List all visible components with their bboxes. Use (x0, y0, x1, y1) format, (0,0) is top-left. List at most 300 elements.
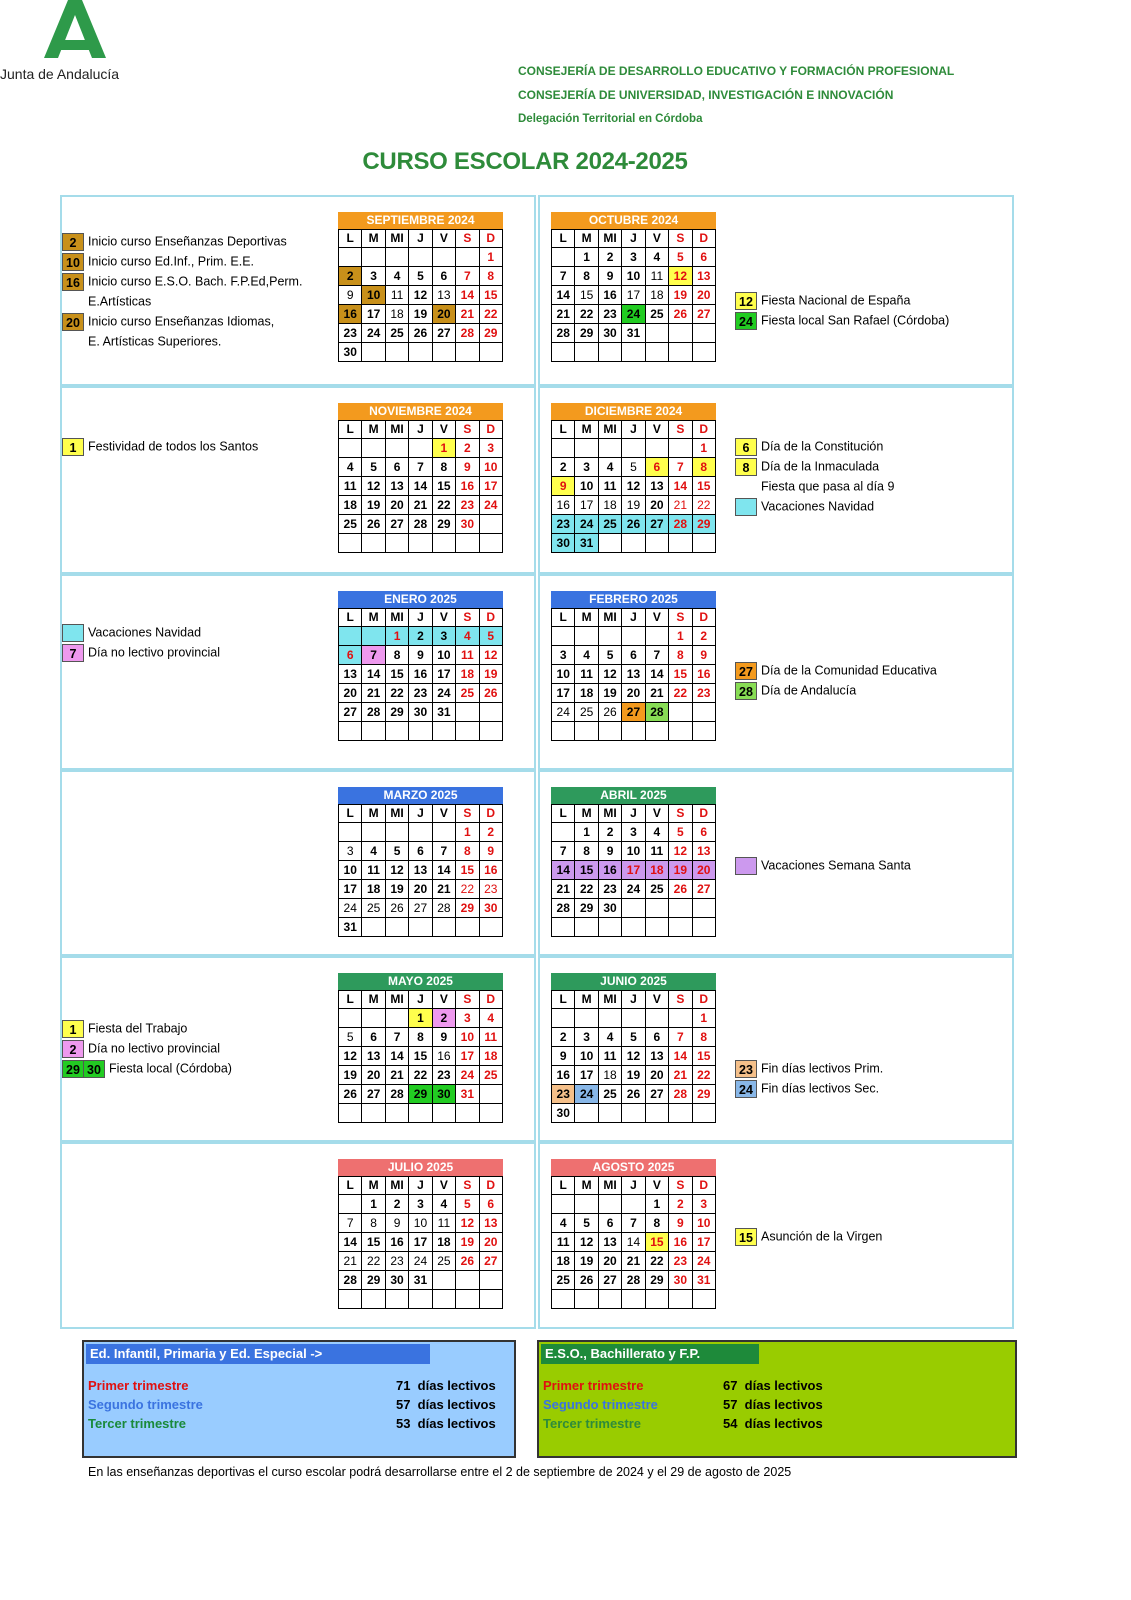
day-cell: 16 (456, 477, 479, 496)
day-cell: 14 (645, 665, 668, 684)
weekday-header: D (692, 609, 715, 627)
day-cell: 31 (339, 918, 362, 937)
empty-cell (362, 534, 385, 553)
day-cell: 30 (432, 1085, 455, 1104)
trimester-row (543, 1397, 823, 1412)
day-cell: 9 (479, 842, 502, 861)
day-cell: 7 (645, 646, 668, 665)
day-cell: 31 (456, 1085, 479, 1104)
day-cell: 4 (645, 823, 668, 842)
trimester-row (543, 1416, 823, 1431)
page-title: CURSO ESCOLAR 2024-2025 (362, 148, 688, 175)
weekday-header: MI (385, 421, 408, 439)
summary-primary-box (82, 1340, 516, 1458)
day-cell: 25 (645, 880, 668, 899)
empty-cell (456, 1290, 479, 1309)
day-cell: 16 (552, 496, 575, 515)
junta-logo-icon (40, 0, 110, 62)
day-cell: 10 (575, 477, 598, 496)
weekday-header: J (409, 609, 432, 627)
empty-cell (598, 627, 621, 646)
weekday-header: M (575, 609, 598, 627)
day-cell: 4 (339, 458, 362, 477)
month-calendar (338, 973, 503, 1123)
empty-cell (362, 722, 385, 741)
day-cell: 5 (385, 842, 408, 861)
day-cell: 23 (456, 496, 479, 515)
day-cell: 13 (598, 1233, 621, 1252)
empty-cell (575, 1104, 598, 1123)
month-grid (338, 608, 503, 741)
day-cell: 13 (362, 1047, 385, 1066)
legend-item (62, 1038, 220, 1058)
legend-text: Fiesta local (Córdoba) (109, 1061, 232, 1076)
legend-text: Día no lectivo provincial (88, 1041, 221, 1056)
weekday-header: MI (598, 421, 621, 439)
empty-cell (432, 534, 455, 553)
day-cell: 30 (598, 324, 621, 343)
day-cell: 21 (622, 1252, 645, 1271)
day-cell: 17 (456, 1047, 479, 1066)
empty-cell (622, 918, 645, 937)
day-cell: 18 (575, 684, 598, 703)
day-cell: 1 (692, 1009, 715, 1028)
day-cell: 7 (456, 267, 479, 286)
weekday-header: L (339, 609, 362, 627)
logo-text: Junta de Andalucía (0, 66, 120, 82)
day-cell: 24 (575, 1085, 598, 1104)
empty-cell (339, 439, 362, 458)
month-title: MARZO 2025 (338, 787, 503, 804)
day-cell: 2 (552, 458, 575, 477)
day-cell: 12 (479, 646, 502, 665)
empty-cell (552, 343, 575, 362)
day-cell: 27 (598, 1271, 621, 1290)
legend-swatch: 1 (62, 1020, 84, 1038)
day-cell: 19 (669, 286, 692, 305)
day-cell: 17 (575, 1066, 598, 1085)
legend-text: Fin días lectivos Sec. (761, 1081, 880, 1096)
weekday-header: S (669, 805, 692, 823)
empty-cell (456, 248, 479, 267)
weekday-header: D (479, 805, 502, 823)
day-cell: 30 (552, 1104, 575, 1123)
day-cell: 23 (385, 1252, 408, 1271)
day-cell: 31 (622, 324, 645, 343)
legend-swatch (735, 498, 757, 516)
weekday-header: S (456, 230, 479, 248)
empty-cell (385, 343, 408, 362)
legend-item (735, 1078, 879, 1098)
day-cell: 16 (409, 665, 432, 684)
day-cell: 7 (669, 458, 692, 477)
legend-swatch: 30 (83, 1060, 105, 1078)
weekday-header: J (409, 1177, 432, 1195)
day-cell: 23 (432, 1066, 455, 1085)
month-calendar (338, 212, 503, 362)
weekday-header: D (692, 991, 715, 1009)
weekday-header: MI (598, 805, 621, 823)
day-cell: 29 (409, 1085, 432, 1104)
empty-cell (552, 627, 575, 646)
day-cell: 20 (622, 684, 645, 703)
weekday-header: MI (385, 991, 408, 1009)
day-cell: 25 (552, 1271, 575, 1290)
empty-cell (622, 1104, 645, 1123)
day-cell: 4 (575, 646, 598, 665)
day-cell: 21 (409, 496, 432, 515)
empty-cell (692, 343, 715, 362)
empty-cell (385, 918, 408, 937)
empty-cell (456, 1271, 479, 1290)
day-cell: 22 (645, 1252, 668, 1271)
day-cell: 21 (669, 496, 692, 515)
empty-cell (575, 1290, 598, 1309)
day-cell: 16 (552, 1066, 575, 1085)
day-cell: 23 (692, 684, 715, 703)
day-cell: 26 (456, 1252, 479, 1271)
day-cell: 24 (409, 1252, 432, 1271)
day-cell: 26 (409, 324, 432, 343)
day-cell: 14 (622, 1233, 645, 1252)
empty-cell (339, 248, 362, 267)
day-cell: 16 (692, 665, 715, 684)
header-line-3: Delegación Territorial en Córdoba (518, 113, 703, 125)
legend-item (62, 251, 254, 271)
empty-cell (622, 439, 645, 458)
day-cell: 27 (385, 515, 408, 534)
day-cell: 23 (552, 1085, 575, 1104)
day-cell: 8 (575, 842, 598, 861)
day-cell: 15 (692, 477, 715, 496)
empty-cell (575, 343, 598, 362)
day-cell: 3 (339, 842, 362, 861)
weekday-header: S (669, 609, 692, 627)
weekday-header: D (479, 1177, 502, 1195)
month-title: ENERO 2025 (338, 591, 503, 608)
empty-cell (598, 1195, 621, 1214)
day-cell: 21 (552, 305, 575, 324)
day-cell: 13 (645, 477, 668, 496)
day-cell: 12 (575, 1233, 598, 1252)
day-cell: 29 (479, 324, 502, 343)
month-calendar (551, 973, 716, 1123)
day-cell: 18 (552, 1252, 575, 1271)
empty-cell (409, 722, 432, 741)
weekday-header: S (669, 1177, 692, 1195)
month-grid (338, 229, 503, 362)
empty-cell (645, 899, 668, 918)
day-cell: 5 (669, 248, 692, 267)
weekday-header: J (622, 421, 645, 439)
day-cell: 16 (385, 1233, 408, 1252)
day-cell: 2 (552, 1028, 575, 1047)
day-cell: 22 (456, 880, 479, 899)
month-title: JUNIO 2025 (551, 973, 716, 990)
weekday-header: J (409, 991, 432, 1009)
weekday-header: V (645, 1177, 668, 1195)
day-cell: 11 (575, 665, 598, 684)
legend-text: Vacaciones Navidad (761, 499, 875, 514)
empty-cell (598, 1290, 621, 1309)
day-cell: 3 (575, 1028, 598, 1047)
weekday-header: D (479, 609, 502, 627)
weekday-header: V (432, 609, 455, 627)
day-cell: 19 (362, 496, 385, 515)
day-cell: 6 (432, 267, 455, 286)
day-cell: 21 (339, 1252, 362, 1271)
empty-cell (432, 722, 455, 741)
day-cell: 31 (409, 1271, 432, 1290)
weekday-header: S (456, 1177, 479, 1195)
day-cell: 4 (432, 1195, 455, 1214)
legend-text: Fin días lectivos Prim. (761, 1061, 884, 1076)
day-cell: 13 (339, 665, 362, 684)
day-cell: 8 (575, 267, 598, 286)
day-cell: 28 (622, 1271, 645, 1290)
weekday-header: L (339, 991, 362, 1009)
legend-item (62, 1058, 232, 1078)
day-cell: 25 (456, 684, 479, 703)
weekday-header: V (645, 421, 668, 439)
day-cell: 20 (645, 1066, 668, 1085)
day-cell: 16 (479, 861, 502, 880)
empty-cell (362, 1009, 385, 1028)
trimester-label: Tercer trimestre (88, 1416, 187, 1431)
day-cell: 2 (669, 1195, 692, 1214)
weekday-header: V (432, 991, 455, 1009)
day-cell: 7 (432, 842, 455, 861)
day-cell: 26 (575, 1271, 598, 1290)
empty-cell (409, 823, 432, 842)
day-cell: 25 (645, 305, 668, 324)
empty-cell (385, 1104, 408, 1123)
day-cell: 27 (692, 305, 715, 324)
day-cell: 23 (339, 324, 362, 343)
empty-cell (339, 1009, 362, 1028)
day-cell: 17 (552, 684, 575, 703)
weekday-header: V (432, 421, 455, 439)
day-cell: 24 (575, 515, 598, 534)
day-cell: 5 (598, 646, 621, 665)
empty-cell (622, 534, 645, 553)
day-cell: 27 (432, 324, 455, 343)
day-cell: 10 (339, 861, 362, 880)
day-cell: 25 (339, 515, 362, 534)
day-cell: 19 (622, 496, 645, 515)
empty-cell (339, 823, 362, 842)
month-grid (338, 420, 503, 553)
day-cell: 6 (479, 1195, 502, 1214)
day-cell: 9 (598, 267, 621, 286)
trimester-days: 57 días lectivos (396, 1397, 496, 1412)
weekday-header: L (552, 230, 575, 248)
weekday-header: S (669, 421, 692, 439)
day-cell: 3 (692, 1195, 715, 1214)
day-cell: 6 (692, 823, 715, 842)
day-cell: 1 (409, 1009, 432, 1028)
trimester-days: 54 días lectivos (723, 1416, 823, 1431)
day-cell: 19 (622, 1066, 645, 1085)
day-cell: 26 (622, 515, 645, 534)
weekday-header: S (669, 230, 692, 248)
day-cell: 29 (645, 1271, 668, 1290)
day-cell: 7 (339, 1214, 362, 1233)
day-cell: 29 (575, 899, 598, 918)
day-cell: 23 (479, 880, 502, 899)
day-cell: 2 (339, 267, 362, 286)
legend-item (62, 271, 302, 291)
weekday-header: S (669, 991, 692, 1009)
day-cell: 23 (409, 684, 432, 703)
weekday-header: J (622, 230, 645, 248)
empty-cell (362, 627, 385, 646)
day-cell: 10 (479, 458, 502, 477)
day-cell: 19 (669, 861, 692, 880)
weekday-header: M (575, 421, 598, 439)
weekday-header: J (409, 421, 432, 439)
day-cell: 15 (575, 861, 598, 880)
day-cell: 22 (692, 496, 715, 515)
month-calendar (338, 787, 503, 937)
day-cell: 13 (692, 842, 715, 861)
legend-swatch: 24 (735, 312, 757, 330)
day-cell: 8 (692, 458, 715, 477)
month-grid (551, 990, 716, 1123)
day-cell: 8 (669, 646, 692, 665)
day-cell: 22 (575, 305, 598, 324)
month-title: NOVIEMBRE 2024 (338, 403, 503, 420)
day-cell: 18 (385, 305, 408, 324)
day-cell: 31 (432, 703, 455, 722)
weekday-header: S (456, 991, 479, 1009)
weekday-header: L (552, 805, 575, 823)
day-cell: 6 (692, 248, 715, 267)
day-cell: 4 (552, 1214, 575, 1233)
day-cell: 12 (622, 1047, 645, 1066)
empty-cell (552, 1195, 575, 1214)
day-cell: 1 (479, 248, 502, 267)
day-cell: 10 (362, 286, 385, 305)
legend-text: Día de la Comunidad Educativa (761, 663, 937, 678)
empty-cell (409, 1104, 432, 1123)
empty-cell (552, 248, 575, 267)
legend-text: Fiesta local San Rafael (Córdoba) (761, 313, 950, 328)
day-cell: 22 (575, 880, 598, 899)
weekday-header: D (692, 805, 715, 823)
weekday-header: M (362, 421, 385, 439)
empty-cell (362, 1104, 385, 1123)
empty-cell (669, 722, 692, 741)
day-cell: 17 (622, 286, 645, 305)
empty-cell (339, 1104, 362, 1123)
weekday-header: V (645, 805, 668, 823)
empty-cell (645, 324, 668, 343)
day-cell: 15 (669, 665, 692, 684)
day-cell: 20 (645, 496, 668, 515)
empty-cell (409, 918, 432, 937)
legend-swatch: 20 (62, 313, 84, 331)
day-cell: 29 (575, 324, 598, 343)
day-cell: 8 (432, 458, 455, 477)
day-cell: 10 (432, 646, 455, 665)
trimester-days: 67 días lectivos (723, 1378, 823, 1393)
empty-cell (669, 1290, 692, 1309)
day-cell: 9 (432, 1028, 455, 1047)
day-cell: 9 (692, 646, 715, 665)
trimester-days: 71 días lectivos (396, 1378, 496, 1393)
day-cell: 21 (362, 684, 385, 703)
day-cell: 31 (575, 534, 598, 553)
empty-cell (479, 1085, 502, 1104)
day-cell: 7 (362, 646, 385, 665)
day-cell: 12 (622, 477, 645, 496)
day-cell: 11 (645, 267, 668, 286)
empty-cell (339, 534, 362, 553)
weekday-header: L (552, 1177, 575, 1195)
month-calendar (551, 403, 716, 553)
trimester-label: Segundo trimestre (88, 1397, 203, 1412)
day-cell: 24 (622, 305, 645, 324)
day-cell: 29 (692, 515, 715, 534)
empty-cell (362, 823, 385, 842)
weekday-header: MI (385, 609, 408, 627)
legend-swatch: 29 (62, 1060, 84, 1078)
day-cell: 26 (622, 1085, 645, 1104)
legend-swatch (62, 624, 84, 642)
day-cell: 10 (409, 1214, 432, 1233)
empty-cell (432, 823, 455, 842)
empty-cell (552, 722, 575, 741)
day-cell: 22 (409, 1066, 432, 1085)
empty-cell (479, 703, 502, 722)
day-cell: 20 (432, 305, 455, 324)
legend-swatch: 6 (735, 438, 757, 456)
weekday-header: MI (385, 230, 408, 248)
day-cell: 28 (669, 515, 692, 534)
legend-swatch: 12 (735, 292, 757, 310)
day-cell: 26 (362, 515, 385, 534)
day-cell: 30 (479, 899, 502, 918)
day-cell: 23 (669, 1252, 692, 1271)
day-cell: 13 (432, 286, 455, 305)
weekday-header: J (622, 1177, 645, 1195)
day-cell: 16 (432, 1047, 455, 1066)
empty-cell (622, 722, 645, 741)
month-title: AGOSTO 2025 (551, 1159, 716, 1176)
day-cell: 1 (692, 439, 715, 458)
weekday-header: L (552, 991, 575, 1009)
empty-cell (409, 534, 432, 553)
day-cell: 15 (385, 665, 408, 684)
empty-cell (385, 1290, 408, 1309)
empty-cell (692, 1104, 715, 1123)
day-cell: 6 (385, 458, 408, 477)
weekday-header: MI (385, 1177, 408, 1195)
legend-text: Inicio curso Enseñanzas Deportivas (88, 234, 287, 249)
month-title: ABRIL 2025 (551, 787, 716, 804)
summary-secondary-box (537, 1340, 1017, 1458)
legend-text: Vacaciones Semana Santa (761, 858, 911, 873)
empty-cell (598, 918, 621, 937)
day-cell: 10 (575, 1047, 598, 1066)
day-cell: 27 (622, 703, 645, 722)
trimester-days: 57 días lectivos (723, 1397, 823, 1412)
day-cell: 8 (479, 267, 502, 286)
empty-cell (669, 899, 692, 918)
day-cell: 28 (552, 324, 575, 343)
day-cell: 19 (479, 665, 502, 684)
